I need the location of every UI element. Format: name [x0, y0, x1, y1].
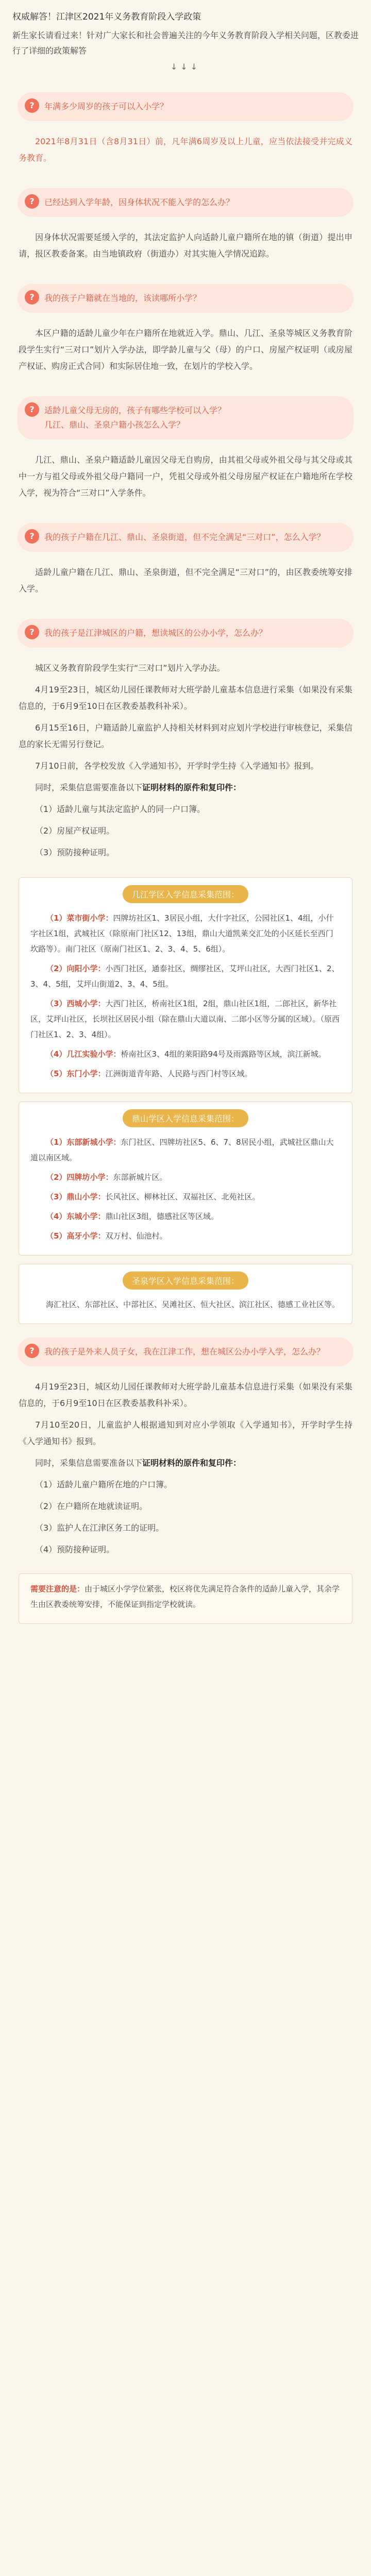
question-mark-icon: ? — [25, 625, 39, 639]
answer-6: 城区义务教育阶段学生实行“三对口”划片入学办法。 4月19至23日，城区幼儿园任课教师对大班学龄儿童基本信息进行采集（如果没有采集信息的，于6月9至10日在区教委基教科补采）。 6月15至16日，户籍适龄儿童监护人持相关材料到对应划片学校进行审核登记，采集信息的家长无需另行登记。 7月10日前，各学校发放《入学通知书》，开学时学生持《入学通知书》报到。 同时，采集信息需要准备以下证明材料的原件和复印件： （1）适龄儿童与其法定监护人的同一户口簿。 （2）房屋产权证明。 （3）预防接种证明。 — [19, 663, 352, 857]
article-title: 权威解答！江津区2021年义务教育阶段入学政策 — [12, 12, 201, 22]
question-2: ? 已经达到入学年龄，因身体状况不能入学的怎么办？ — [18, 188, 353, 217]
question-5: ? 我的孩子户籍在几江、鼎山、圣泉街道，但不完全满足“三对口”，怎么入学？ — [18, 523, 353, 552]
card-header: 鼎山学区入学信息采集范围： — [123, 1109, 248, 1127]
question-3: ? 我的孩子户籍就在当地的，该读哪所小学？ — [18, 284, 353, 313]
answer-1: 2021年8月31日（含8月31日）前，凡年满6周岁及以上儿童，应当依法接受并完成义务教育。 — [19, 137, 352, 163]
answer-4: 几江、鼎山、圣泉户籍适龄儿童因父母无自购房，由其祖父母或外祖父母与其父母或其中一方与祖父母或外祖父母户籍同一户，凭祖父母或外祖父母房屋产权证在户籍地所在学校入学，视为符合“三对口”入学条件。 — [19, 455, 352, 498]
question-1: ? 年满多少周岁的孩子可以入小学？ — [18, 92, 353, 121]
intro-text: 新生家长请看过来！针对广大家长和社会普遍关注的今年义务教育阶段入学相关问题，区教委进行了详细的政策解答 — [12, 30, 359, 56]
answer-5: 适龄儿童户籍在几江、鼎山、圣泉街道，但不完全满足“三对口”的，由区教委统筹安排入学。 — [19, 567, 352, 594]
info-card-shengquan: 圣泉学区入学信息采集范围： 海汇社区、东部社区、中部社区、吴滩社区、恒大社区、滨江社区、德感工业社区等。 — [19, 1264, 352, 1324]
question-mark-icon: ? — [25, 98, 39, 113]
answer-2: 因身体状况需要延缓入学的，其法定监护人向适龄儿童户籍所在地的镇（街道）提出申请，报区教委备案。由当地镇政府（街道办）对其实施入学情况追踪。 — [19, 232, 352, 259]
question-mark-icon: ? — [25, 529, 39, 544]
answer-3: 本区户籍的适龄儿童少年在户籍所在地就近入学。鼎山、几江、圣泉等城区义务教育阶段学生实行“三对口”划片入学办法，即学龄儿童与父（母）的户口、房屋产权证明（或房屋产权证、购房正式合同）和实际居住地一致，在划片的学校入学。 — [19, 328, 352, 371]
question-mark-icon: ? — [25, 1344, 39, 1358]
card-header: 几江学区入学信息采集范围： — [123, 885, 248, 903]
info-card-dingshan: 鼎山学区入学信息采集范围： （1）东部新城小学：东门社区、四牌坊社区5、6、7、8居民小组，武城社区鼎山大道以南区域。 （2）四牌坊小学：东部新城片区。 （3）鼎山小学：长风社区、柳林社区、双福社区、北苑社区。 （4）东城小学：鼎山社区3组，德感社区等区域。 （5）高牙小学：双万村、仙池村。 — [19, 1101, 352, 1256]
down-arrows-icon: ↓↓↓ — [170, 62, 201, 72]
question-mark-icon: ? — [25, 194, 39, 209]
question-mark-icon: ? — [25, 402, 39, 417]
question-mark-icon: ? — [25, 290, 39, 304]
question-6: ? 我的孩子是江津城区的户籍，想读城区的公办小学，怎么办？ — [18, 619, 353, 648]
notice-box: 需要注意的是：由于城区小学学位紧张，校区将优先满足符合条件的适龄儿童入学，其余学生由区教委统筹安排，不能保证到指定学校就读。 — [19, 1573, 352, 1624]
answer-7: 4月19至23日，城区幼儿园任课教师对大班学龄儿童基本信息进行采集（如果没有采集信息的，于6月9至10日在区教委基教科补采）。 7月10至20日，儿童监护人根据通知到对应小学领取《入学通知书》，开学时学生持《入学通知书》报到。 同时，采集信息需要准备以下证明材料的原件和复印件： （1）适龄儿童户籍所在地的户口簿。 （2）在户籍所在地就读证明。 （3）监护人在江津区务工的证明。 （4）预防接种证明。 — [19, 1382, 352, 1554]
info-card-jijiang: 几江学区入学信息采集范围： （1）菜市街小学：四牌坊社区1、3居民小组，大什字社区，公园社区1、4组，小什字社区1组，武城社区（除原南门社区12、13组，鼎山大道凯莱交汇处的小区延长至西门坎路等）。南门社区（原南门社区1、2、3、4、5、6组）。 （2）向阳小学：小西门社区，通泰社区，绸缪社区，艾坪山社区，大西门社区1、2、3、4、5组，艾坪山街道2、3、4、5组。 （3）西城小学：大西门社区，桥南社区1组，2组，鼎山社区1组，二郎社区，新华社区，艾坪山社区，长坝社区居民小组（除在鼎山大道以南、二郎小区等分属的区域）。（原西门社区1、2、3、4组）。 （4）几江实验小学：桥南社区3、4组的莱阳路94号及雨露路等区域，滨江新城。 （5）东门小学：江洲街道青年路、人民路与西门村等区域。 — [19, 877, 352, 1093]
question-4: ? 适龄儿童父母无房的，孩子有哪些学校可以入学？ 几江、鼎山、圣泉户籍小孩怎么入学？ — [18, 396, 353, 439]
card-header: 圣泉学区入学信息采集范围： — [123, 1272, 248, 1290]
question-7: ? 我的孩子是外来人员子女，我在江津工作，想在城区公办小学入学，怎么办？ — [18, 1337, 353, 1366]
